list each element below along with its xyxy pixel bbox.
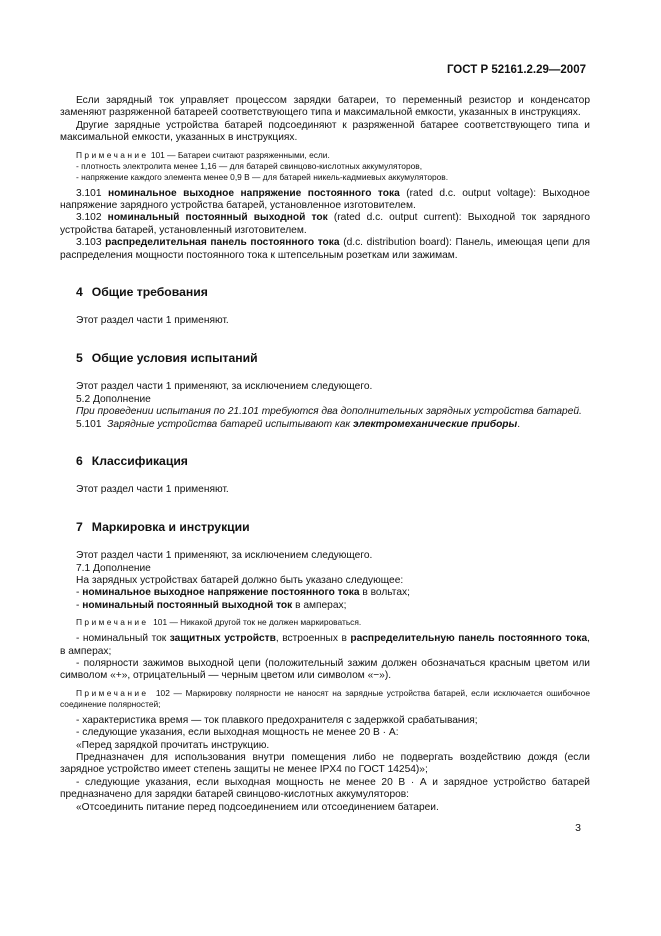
definition-text: (rated d.c. output voltage): Выходное напряжение зарядного устройства батарей, установленное изготовителем.	[60, 187, 590, 212]
italic-text: Зарядные устройства батарей испытывают как	[107, 418, 351, 430]
section-heading-5	[60, 352, 590, 364]
subclause-heading: 7.1 Дополнение	[76, 562, 151, 574]
note-item: - напряжение каждого элемента менее 0,9 В — для батарей никель-кадмиевых аккумуляторов.	[76, 171, 449, 182]
paragraph: Другие зарядные устройства батарей подсоединяют к разряженной батарее соответствующего типа и максимальной емкости, указанных в инструкциях.	[60, 119, 590, 144]
list-item	[60, 600, 590, 612]
section-heading-7	[60, 521, 590, 533]
list-text: в вольтах;	[359, 587, 410, 599]
list-text: в амперах;	[292, 599, 347, 611]
section-number: 7	[76, 519, 83, 534]
note-text: 102 — Маркировку полярности не наносят на зарядные устройства батарей, если исключается ошибочное соединение полярностей;	[60, 687, 590, 709]
term: электромеханические приборы	[353, 418, 518, 430]
list-item: - следующие указания, если выходная мощность не менее 20 В · А:	[76, 727, 399, 739]
term: распределительную панель постоянного тока	[350, 633, 588, 645]
definition-text: (d.c. distribution board): Панель, имеющая цепи для распределения мощности постоянного тока к штепсельным розеткам или зажимам.	[60, 237, 590, 261]
section-heading-4	[60, 286, 590, 298]
note-101-marking	[60, 617, 590, 628]
italic-text: При проведении испытания по 21.101 требуются два дополнительных зарядных устройства батарей.	[76, 406, 582, 418]
definition-3-102	[60, 212, 590, 237]
term: номинальный постоянный выходной ток	[107, 212, 328, 224]
italic-paragraph	[60, 406, 590, 418]
paragraph: Этот раздел части 1 применяют, за исключением следующего.	[76, 381, 373, 393]
clause-number: 3.101	[76, 187, 102, 199]
list-item	[60, 587, 590, 599]
term: защитных устройств	[169, 633, 276, 645]
paragraph: Этот раздел части 1 применяют.	[76, 484, 229, 496]
section-title: Классификация	[91, 453, 188, 468]
note-item: - плотность электролита менее 1,16 — для батарей свинцово-кислотных аккумуляторов,	[76, 160, 423, 171]
list-text: , в амперах;	[60, 633, 590, 657]
subclause-heading: 5.2 Дополнение	[76, 393, 151, 405]
clause-number: 3.103	[76, 237, 102, 249]
section-number: 4	[76, 285, 83, 300]
clause-5-101	[60, 419, 590, 431]
list-item: - характеристика время — ток плавкого предохранителя с задержкой срабатывания;	[76, 714, 478, 726]
quote-line: «Отсоединить питание перед подсоединением или отсоединением батареи.	[76, 801, 439, 813]
paragraph: На зарядных устройствах батарей должно быть указано следующее:	[76, 574, 404, 586]
note-102-polarity	[60, 688, 590, 710]
paragraph: Этот раздел части 1 применяют, за исключением следующего.	[76, 550, 373, 562]
paragraph: Этот раздел части 1 применяют.	[76, 315, 229, 327]
paragraph: Если зарядный ток управляет процессом зарядки батареи, то переменный резистор и конденсатор заменяют разряженной батареей соответствующего типа и максимальной емкости, указанных в инструкциях.	[60, 95, 590, 119]
list-item	[60, 633, 590, 658]
section-title: Общие условия испытаний	[91, 350, 258, 365]
term: распределительная панель постоянного тока	[105, 237, 340, 249]
punctuation: .	[517, 418, 521, 430]
section-heading-6	[60, 455, 590, 467]
page-number: 3	[575, 822, 581, 834]
bullet: -	[76, 599, 83, 611]
section-number: 5	[76, 350, 83, 365]
definition-3-101	[60, 188, 590, 213]
clause-number: 5.101	[76, 418, 102, 430]
list-item: - следующие указания, если выходная мощность не менее 20 В · А и зарядное устройство батарей предназначено для зарядки батарей свинцово-кислотных аккумуляторов:	[60, 776, 590, 801]
quote-line: «Перед зарядкой прочитать инструкцию.	[76, 739, 270, 751]
section-title: Маркировка и инструкции	[91, 519, 250, 534]
term: номинальное выходное напряжение постоянного тока	[107, 187, 400, 199]
note-label: Примечание	[76, 149, 149, 160]
definition-text: (rated d.c. output current): Выходной ток зарядного устройства батарей, установленный изготовителем.	[60, 212, 590, 236]
note-label: Примечание	[76, 687, 149, 698]
term: номинальное выходное напряжение постоянного тока	[82, 587, 360, 599]
section-number: 6	[76, 453, 83, 468]
page-content	[60, 95, 590, 814]
list-text: - номинальный ток	[76, 633, 170, 645]
definition-3-103	[60, 237, 590, 262]
note-text: 101 — Никакой другой ток не должен маркироваться.	[153, 617, 362, 628]
list-item: - полярности зажимов выходной цепи (положительный зажим должен обозначаться красным цветом или символом «+», отрицательный — черным цветом или символом «−»).	[60, 657, 590, 682]
list-text: , встроенных в	[275, 633, 351, 645]
quote-line: Предназначен для использования внутри помещения либо не подвергать воздействию дождя (если зарядное устройство имеет степень защиты не менее IPX4 по ГОСТ 14254)»;	[60, 752, 590, 776]
clause-number: 3.102	[76, 212, 102, 224]
note-label: Примечание	[76, 617, 149, 628]
bullet: -	[76, 587, 83, 599]
standard-header: ГОСТ Р 52161.2.29—2007	[446, 64, 586, 76]
term: номинальный постоянный выходной ток	[82, 599, 293, 611]
section-title: Общие требования	[91, 285, 208, 300]
note-text: 101 — Батареи считают разряженными, если.	[150, 149, 330, 160]
note-101-batteries	[60, 150, 590, 183]
